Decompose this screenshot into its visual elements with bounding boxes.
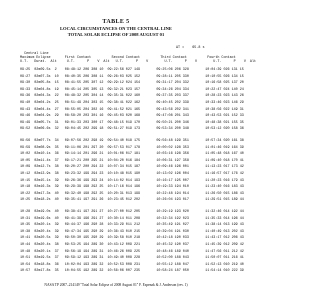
delta-t-label: ΔT = 65.8 s [176, 46, 205, 50]
table-row: 10:28 02m19.0s 40 09:38:41 197 291 27 10:27:00 012 205 10:29:19 193 020 11:32:46 014 192 44 [20, 210, 244, 214]
table-row: 10:31 02m19.6s 40 09:41:39 196 291 27 10:30:14 011 208 10:32:34 192 023 11:35:33 014 196 44 [20, 216, 244, 221]
table-row: 09:33 02m04.8s 19 08:45:14 205 305 13 09:32:21 023 157 09:34:26 204 334 10:22:47 024 140 24 [20, 87, 244, 92]
table-row: 10:41 02m20.5s 39 09:50:30 195 290 29 10:39:58 010 218 10:42:18 190 033 11:43:17 012 206 43 [20, 236, 244, 241]
table-row: 10:35 02m20.1s 39 09:44:37 196 290 28 10:33:29 011 212 10:35:49 191 027 11:38:14 013 199 43 [20, 223, 244, 228]
table-row: 10:38 02m20.4s 39 09:47:34 195 290 29 10:36:43 010 215 10:39:04 191 030 11:40:49 013 202 43 [20, 229, 244, 234]
table-row: 10:51 02m19.5s 37 09:59:12 193 289 31 10:49:40 008 228 10:52:00 188 043 11:50:07 011 216 41 [20, 256, 244, 261]
table-row: 09:52 02m06.6s 32 09:04:45 202 299 18 09:51:27 019 173 09:53:34 200 348 10:53:12 020 158 36 [20, 127, 244, 132]
table-row: 09:40 02m04.2s 25 08:51:49 204 303 15 09:38:41 022 162 09:40:45 202 339 10:33:46 023 146 29 [20, 101, 244, 105]
table-row: 10:44 02m20.4s 38 09:53:25 194 289 30 10:43:12 009 221 10:45:32 190 037 11:45:39 012 209 42 [20, 243, 244, 247]
table-row: 10:02 02m10.1s 36 09:14:14 201 296 21 10:01:06 017 181 10:03:16 198 356 11:05:48 018 167 40 [20, 152, 244, 157]
table-row: 09:59 02m08.9s 35 09:11:06 201 297 20 09:57:53 017 178 10:00:02 198 353 11:01:46 019 164 39 [20, 145, 244, 150]
table-row: 10:57 02m17.8s 35 10:04:55 192 289 32 10:56:06 007 235 10:58:24 187 050 11:54:14 010 222 39 [20, 269, 244, 274]
table-row: 10:54 02m18.8s 36 10:02:04 193 289 32 10:52:53 008 231 10:55:12 188 047 11:52:13 010 219 40 [20, 262, 244, 267]
table-row: 09:27 02m07.3s 10 08:40:35 206 308 11 09:26:03 025 152 09:28:11 205 330 10:10:55 026 134 15 [20, 74, 244, 79]
table-subtitle: TOTAL SOLAR ECLIPSE OF 2008 AUGUST 01 [67, 32, 165, 37]
table-number: TABLE 5 [102, 19, 130, 25]
page-footer: NASA TP 2007–214149 "Total Solar Eclipse of 2008 August 01" F. Espenak & J. Anderson (rev. 1) [44, 283, 188, 287]
table-title: LOCAL CIRCUMSTANCES ON THE CENTRAL LINE [59, 26, 173, 31]
table-row: 10:12 02m13.9s 38 09:23:32 199 294 23 10:10:48 015 190 10:13:02 196 004 11:16:57 017 176 42 [20, 172, 244, 176]
table-row: 10:18 02m16.3s 39 09:29:39 198 292 25 10:17:16 014 196 10:19:33 194 010 11:23:40 016 183 43 [20, 185, 244, 190]
table-row: 09:36 02m04.3s 22 08:48:32 205 304 14 09:35:31 022 160 09:37:35 203 337 10:28:23 023 143 26 [20, 94, 244, 99]
table-row: 10:48 02m20.1s 37 09:56:19 194 289 31 10:46:26 009 225 10:48:46 189 040 11:47:56 011 212 42 [20, 249, 244, 254]
table-row: 09:43 02m04.4s 27 08:55:05 204 302 16 09:41:52 021 165 09:43:56 202 341 10:38:56 022 149 31 [20, 107, 244, 112]
table-row: 10:05 02m11.4s 37 09:17:21 200 295 21 10:04:20 016 184 10:06:31 197 358 11:09:40 018 170 41 [20, 158, 244, 163]
table-row: 09:25 02m09.5s 2 08:48:12 206 308 10 09:22:56 027 149 09:25:06 206 328 10:04:39 026 131 15 [20, 68, 244, 72]
table-row: 09:46 02m04.9s 29 08:58:20 203 301 16 09:45:03 020 168 09:47:08 201 343 10:43:53 021 152 33 [20, 114, 244, 119]
table-row: 09:49 02m05.7s 31 09:01:33 203 300 17 09:48:15 019 170 09:50:21 200 346 10:48:38 021 155 35 [20, 120, 244, 125]
table-row: 10:09 02m12.7s 38 09:20:27 200 294 22 10:07:34 015 187 10:09:46 196 001 11:13:23 017 173 42 [20, 165, 244, 170]
table-row: 10:22 02m17.3s 40 09:32:40 198 292 25 10:20:31 013 199 10:22:48 194 014 11:26:50 015 186 43 [20, 191, 244, 196]
table-row: 10:15 02m15.1s 39 09:26:36 199 293 24 10:14:02 014 193 10:16:17 195 007 11:20:23 016 179 43 [20, 178, 244, 183]
column-header-row-1: Central Line [20, 52, 195, 56]
table-row: 09:56 02m07.7s 34 09:07:56 202 298 19 09:54:40 018 175 09:56:48 199 351 10:57:34 020 161 38 [20, 139, 244, 143]
table-row: 10:25 02m18.2s 40 09:35:41 197 291 26 10:23:45 012 202 10:26:04 193 017 11:29:51 015 189 44 [20, 198, 244, 203]
column-header-row-3: U.T. Durat. Alt U.T. P V Alt U.T. P V U.T. P V U.T. P V Alt [20, 60, 257, 64]
column-header-row-2: Maximum Eclipse First Contact Second Contact Third Contact Fourth Contact [20, 56, 236, 60]
table-row: 09:30 02m05.8s 15 08:41:55 205 307 12 09:29:12 024 154 09:31:17 204 332 10:16:58 025 137 20 [20, 81, 244, 86]
